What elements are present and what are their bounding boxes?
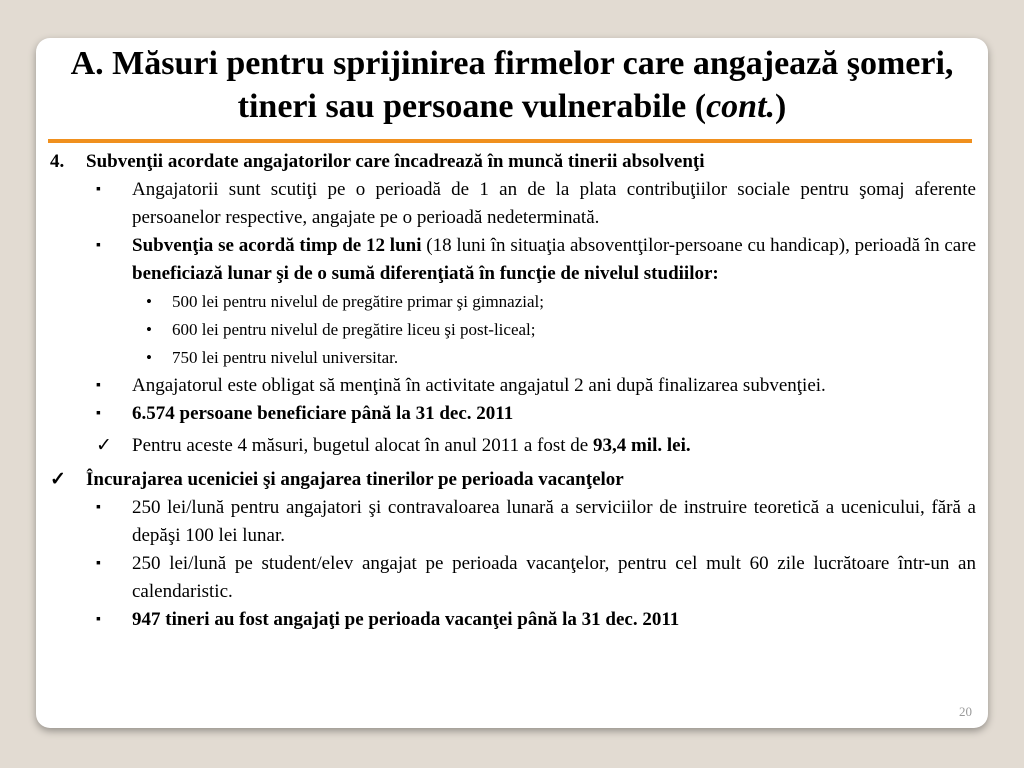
list-item	[50, 176, 976, 232]
sub-bullet-text: 500 lei pentru nivelul de pregătire primar şi gimnazial;	[172, 292, 544, 311]
bullet-text: 250 lei/lună pentru angajatori şi contravaloarea lunară a serviciilor de instruire teoretică a ucenicului, fără a depăşi 100 lei lunar.	[132, 497, 976, 546]
sub-list-item	[50, 288, 976, 316]
square-bullet-icon: ▪	[96, 182, 101, 197]
sub-bullet-text: 600 lei pentru nivelul de pregătire liceu şi post-liceal;	[172, 320, 536, 339]
check-icon: ✓	[50, 469, 66, 490]
bullet-bold-text: 947 tineri au fost angajaţi pe perioada vacanţei până la 31 dec. 2011	[132, 609, 680, 630]
section-5-heading-text: Încurajarea uceniciei şi angajarea tinerilor pe perioada vacanţelor	[86, 469, 624, 490]
check-text: Pentru aceste 4 măsuri, bugetul alocat în anul 2011 a fost de	[132, 435, 593, 456]
list-item	[50, 400, 976, 428]
square-bullet-icon: ▪	[96, 500, 101, 515]
bullet-bold-text: Subvenţia se acordă timp de 12 luni	[132, 235, 422, 256]
page-number: 20	[959, 704, 972, 719]
section-4-heading	[50, 148, 976, 176]
check-bold-text: 93,4 mil. lei.	[592, 435, 691, 456]
list-item	[50, 606, 976, 634]
bullet-text: (18 luni în situaţia absoventţilor-persoane cu handicap), perioadă în care	[421, 235, 976, 256]
list-item	[50, 372, 976, 400]
slide-body	[50, 148, 976, 634]
square-bullet-icon: ▪	[96, 556, 101, 571]
sub-list-item	[50, 316, 976, 344]
list-item	[50, 494, 976, 550]
section-number: 4.	[50, 151, 65, 172]
bullet-text: Angajatorul este obligat să menţină în activitate angajatul 2 ani după finalizarea subvenţiei.	[132, 375, 826, 396]
list-item	[50, 232, 976, 288]
bullet-bold-text: 6.574 persoane beneficiare până la 31 dec. 2011	[132, 403, 514, 424]
square-bullet-icon: ▪	[96, 406, 101, 421]
slide-title	[36, 42, 988, 128]
bullet-text: 250 lei/lună pe student/elev angajat pe perioada vacanţelor, pentru cel mult 60 zile lucrătoare într-un an calendaristic.	[132, 553, 976, 602]
title-italic: cont.	[706, 88, 776, 125]
slide	[36, 38, 988, 728]
sub-list-item	[50, 344, 976, 372]
title-close: )	[775, 88, 787, 125]
budget-check-item	[50, 432, 976, 460]
bullet-text: Angajatorii sunt scutiţi pe o perioadă de 1 an de la plata contribuţiilor sociale pentru şomaj aferente persoanelor respective, angajate pe o perioadă nedeterminată.	[132, 179, 976, 228]
bullet-bold-text: beneficiază lunar şi de o sumă diferenţiată în funcţie de nivelul studiilor:	[132, 263, 719, 284]
sub-bullet-text: 750 lei pentru nivelul universitar.	[172, 348, 399, 367]
dot-bullet-icon: •	[146, 320, 152, 339]
title-text: A. Măsuri pentru sprijinirea firmelor care angajează şomeri, tineri sau persoane vulnerabile (	[70, 45, 954, 125]
square-bullet-icon: ▪	[96, 238, 101, 253]
dot-bullet-icon: •	[146, 348, 152, 367]
dot-bullet-icon: •	[146, 292, 152, 311]
check-icon: ✓	[96, 435, 112, 456]
list-item	[50, 550, 976, 606]
title-divider	[48, 139, 972, 143]
section-4-heading-text: Subvenţii acordate angajatorilor care încadrează în muncă tinerii absolvenţi	[86, 151, 705, 172]
section-5-heading	[50, 466, 976, 494]
square-bullet-icon: ▪	[96, 378, 101, 393]
square-bullet-icon: ▪	[96, 612, 101, 627]
